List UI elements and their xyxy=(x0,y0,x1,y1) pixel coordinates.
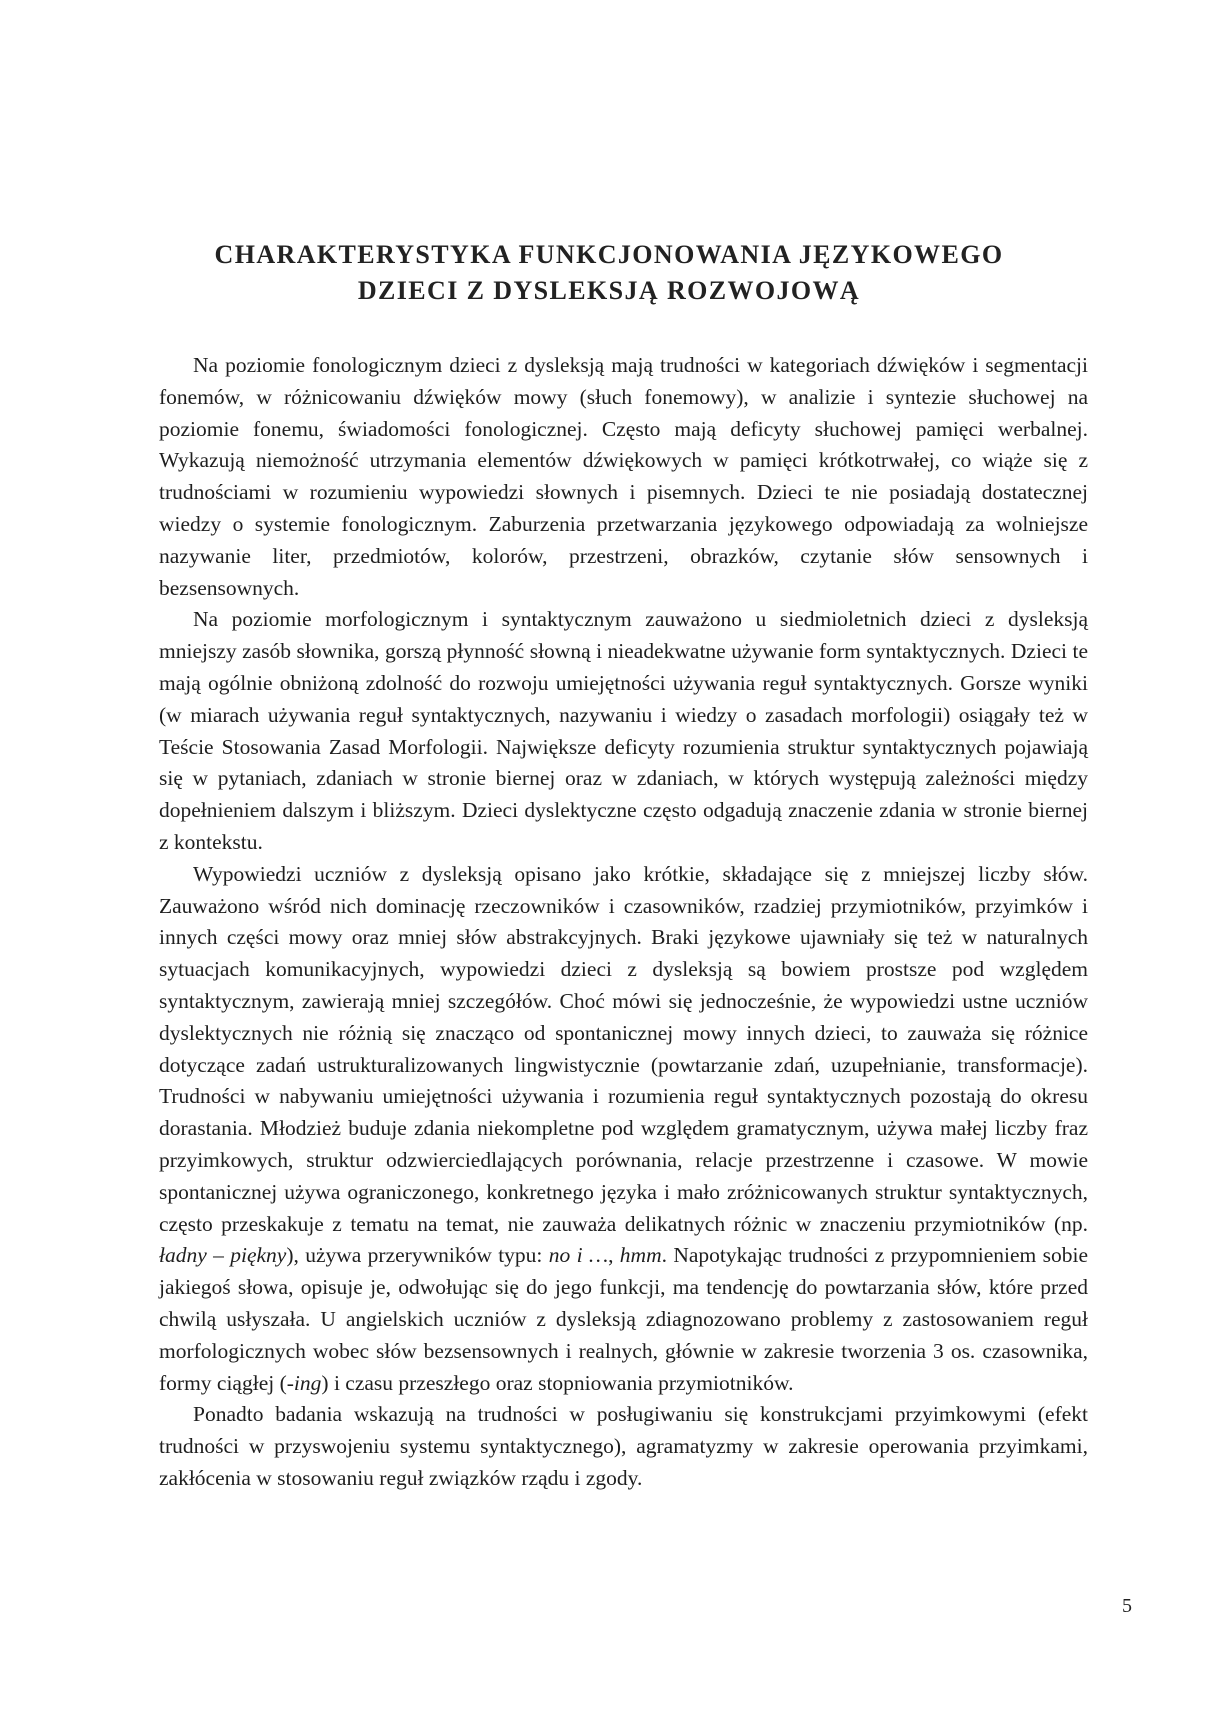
chapter-title-line-1: CHARAKTERYSTYKA FUNKCJONOWANIA JĘZYKOWEGO xyxy=(214,240,1004,270)
italic-example-hmm: hmm xyxy=(619,1243,662,1268)
paragraph-prepositions: Ponadto badania wskazują na trudności w posługiwaniu się konstrukcjami przyimkowymi (efekt trudności w przyswojeniu systemu syntaktycznego), agramatyzmy w zakresie operowania przyimkami, zakłócenia w stosowaniu reguł związków rządu i zgody. xyxy=(159,1402,1088,1490)
paragraph-phonology: Na poziomie fonologicznym dzieci z dysleksją mają trudności w kategoriach dźwięków i segmentacji fonemów, w różnicowaniu dźwięków mowy (słuch fonemowy), w analizie i syntezie słuchowej na poziomie fonemu, świadomości fonologicznej. Często mają deficyty słuchowej pamięci werbalnej. Wykazują niemożność utrzymania elementów dźwiękowych w pamięci krótkotrwałej, co wiąże się z trudnościami w rozumieniu wypowiedzi słownych i pisemnych. Dzieci te nie posiadają dostatecznej wiedzy o systemie fonologicznym. Zaburzenia przetwarzania językowego odpowiadają za wolniejsze nazywanie liter, przedmiotów, kolorów, przestrzeni, obrazków, czytanie słów sensownych i bezsensownych. xyxy=(159,353,1088,600)
italic-example-adjectives: ładny – piękny xyxy=(159,1243,287,1268)
paragraph-text-segment: Wypowiedzi uczniów z dysleksją opisano jako krótkie, składające się z mniejszej liczby słów. Zauważono wśród nich dominację rzeczowników i czasowników, rzadziej przymiotników, przyimków i innych części mowy oraz mniej słów abstrakcyjnych. Braki językowe ujawniały się też w naturalnych sytuacjach komunikacyjnych, wypowiedzi dzieci z dysleksją są bowiem prostsze pod względem syntaktycznym, zawierają mniej szczegółów. Choć mówi się jednocześnie, że wypowiedzi ustne uczniów dyslektycznych nie różnią się znacząco od spontanicznej mowy innych dzieci, to zauważa się różnice dotyczące zadań ustrukturalizowanych lingwistycznie (powtarzanie zdań, uzupełnianie, transformacje). Trudności w nabywaniu umiejętności używania i rozumienia reguł syntaktycznych pozostają do okresu dorastania. Młodzież buduje zdania niekompletne pod względem gramatycznym, używa małej liczby fraz przyimkowych, struktur odzwierciedlających porównania, relacje przestrzenne i czasowe. W mowie spontanicznej używa ograniczonego, konkretnego języka i mało zróżnicowanych struktur syntaktycznych, często przeskakuje z tematu na temat, nie zauważa delikatnych różnic w znaczeniu przymiotników (np. xyxy=(159,861,1088,1236)
italic-example-ing: -ing xyxy=(286,1370,322,1395)
paragraph-text-segment: , xyxy=(608,1243,620,1268)
paragraph-utterances xyxy=(159,859,1088,1400)
italic-example-filler: no i … xyxy=(548,1243,609,1268)
page-number: 5 xyxy=(1122,1595,1132,1617)
paragraph-text-segment: ) i czasu przeszłego oraz stopniowania przymiotników. xyxy=(321,1370,794,1395)
chapter-title-line-2: DZIECI Z DYSLEKSJĄ ROZWOJOWĄ xyxy=(357,276,861,306)
paragraph-text-segment: . Napotykając trudności z przypomnieniem sobie jakiegoś słowa, opisuje je, odwołując się do jego funkcji, ma tendencję do powtarzania słów, które przed chwilą usłyszała. U angielskich uczniów z dysleksją zdiagnozowano problemy z zastosowaniem reguł morfologicznych wobec słów bezsensownych i realnych, głównie w zakresie tworzenia 3 os. czasownika, formy ciągłej ( xyxy=(159,1243,1089,1395)
paragraph-text-segment: ), używa przerywników typu: xyxy=(286,1243,549,1268)
paragraph-morphology-syntax: Na poziomie morfologicznym i syntaktycznym zauważono u siedmioletnich dzieci z dysleksją mniejszy zasób słownika, gorszą płynność słowną i nieadekwatne używanie form syntaktycznych. Dzieci te mają ogólnie obniżoną zdolność do rozwoju umiejętności używania reguł syntaktycznych. Gorsze wyniki (w miarach używania reguł syntaktycznych, nazywaniu i wiedzy o zasadach morfologii) osiągały też w Teście Stosowania Zasad Morfologii. Największe deficyty rozumienia struktur syntaktycznych pojawiają się w pytaniach, zdaniach w stronie biernej oraz w zdaniach, w których występują zależności między dopełnieniem dalszym i bliższym. Dzieci dyslektyczne często odgadują znaczenie zdania w stronie biernej z kontekstu. xyxy=(159,607,1088,854)
chapter-title xyxy=(0,237,1218,309)
body-text xyxy=(159,350,1088,1495)
